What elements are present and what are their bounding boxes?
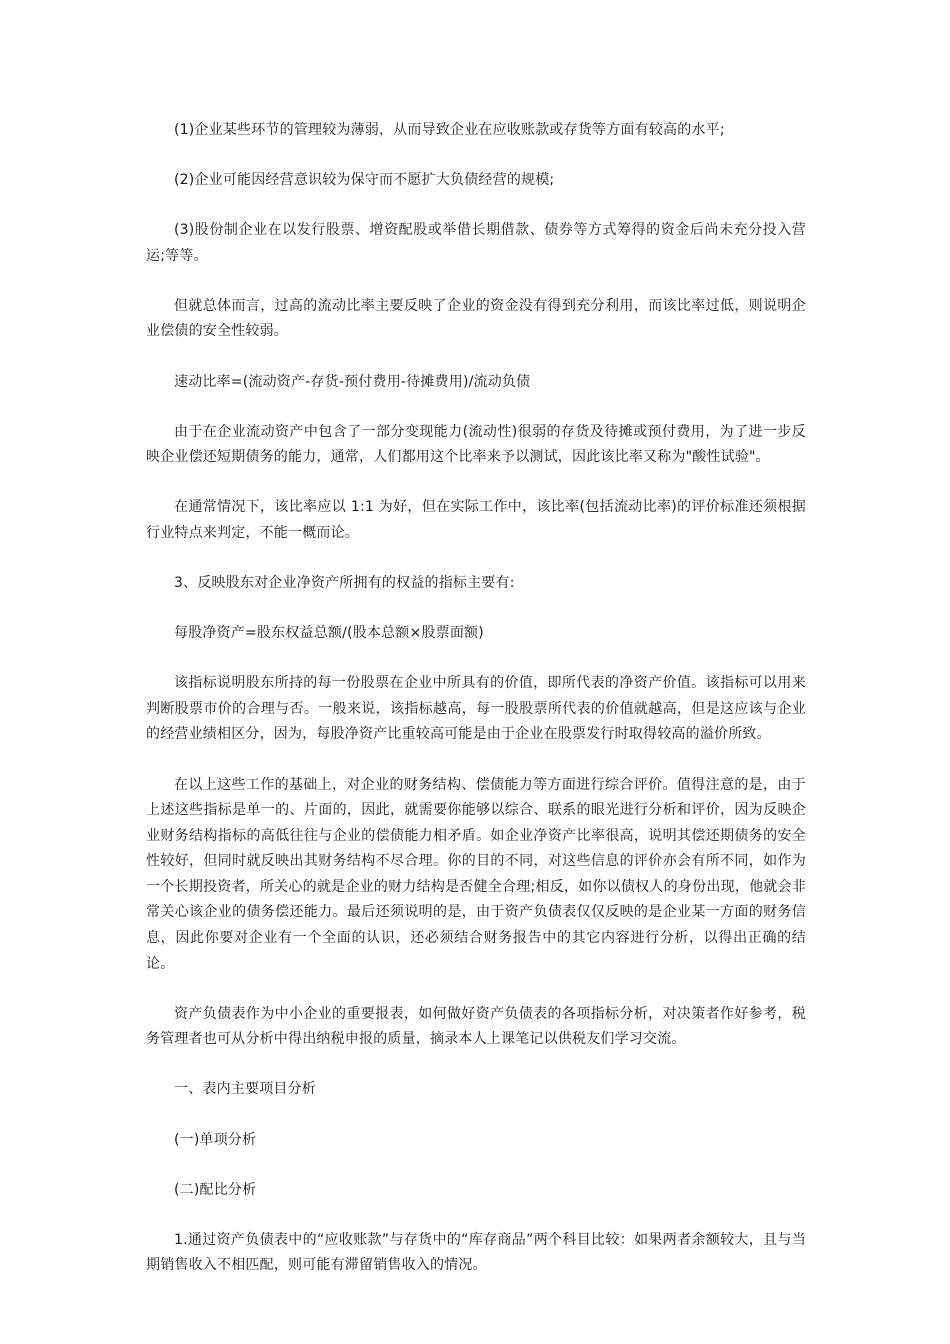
heading-single-analysis: (一)单项分析: [174, 1131, 257, 1148]
section-heading-3: 3、反映股东对企业净资产所拥有的权益的指标主要有:: [174, 575, 515, 592]
paragraph-1: (1)企业某些环节的管理较为薄弱，从而导致企业在应收账款或存货等方面有较高的水平;: [174, 122, 725, 138]
paragraph-4: 但就总体而言，过高的流动比率主要反映了企业的资金没有得到充分利用，而该比率过低，则说明企业偿债的安全性较弱。: [146, 297, 806, 340]
heading-ratio-analysis: (二)配比分析: [174, 1181, 257, 1198]
paragraph-2: (2)企业可能因经营意识较为保守而不愿扩大负债经营的规模;: [174, 172, 555, 189]
paragraph-10: 该指标说明股东所持的每一份股票在企业中所具有的价值，即所代表的净资产价值。该指标可以用来判断股票市价的合理与否。一般来说，该指标越高，每一股股票所代表的价值就越高，但是这应该与企业的经营业绩相区分，因为，每股净资产比重较高可能是由于企业在股票发行时取得较高的溢价所致。: [146, 675, 806, 743]
formula-quick-ratio: 速动比率=(流动资产-存货-预付费用-待摊费用)/流动负债: [174, 373, 531, 390]
heading-section-one: 一、表内主要项目分析: [174, 1081, 316, 1098]
document-body: [146, 118, 806, 1303]
paragraph-7: 在通常情况下，该比率应以 1:1 为好，但在实际工作中，该比率(包括流动比率)的评价标准还须根据行业特点来判定，不能一概而论。: [146, 499, 806, 541]
paragraph-3: (3)股份制企业在以发行股票、增资配股或举借长期借款、债券等方式筹得的资金后尚未充分投入营运;等等。: [146, 222, 806, 264]
paragraph-16: 1.通过资产负债表中的“应收账款”与存货中的“库存商品”两个科目比较：如果两者余额较大，且与当期销售收入不相匹配，则可能有滞留销售收入的情况。: [146, 1231, 806, 1274]
paragraph-11: 在以上这些工作的基础上，对企业的财务结构、偿债能力等方面进行综合评价。值得注意的是，由于上述这些指标是单一的、片面的，因此，就需要你能够以综合、联系的眼光进行分析和评价，因为反映企业财务结构指标的高低往往与企业的偿债能力相矛盾。如企业净资产比率很高，说明其偿还期债务的安全性较好，但同时就反映出其财务结构不尽合理。你的目的不同，对这些信息的评价亦会有所不同，如作为一个长期投资者，所关心的就是企业的财力结构是否健全合理;相反，如你以债权人的身份出现，他就会非常关心该企业的债务偿还能力。最后还须说明的是，由于资产负债表仅仅反映的是企业某一方面的财务信息，因此你要对企业有一个全面的认识，还必须结合财务报告中的其它内容进行分析，以得出正确的结论。: [146, 776, 806, 972]
paragraph-12: 资产负债表作为中小企业的重要报表，如何做好资产负债表的各项指标分析，对决策者作好参考，税务管理者也可从分析中得出纳税申报的质量，摘录本人上课笔记以供税友们学习交流。: [146, 1005, 806, 1048]
formula-net-assets-per-share: 每股净资产=股东权益总额/(股本总额×股票面额): [174, 625, 484, 642]
paragraph-6: 由于在企业流动资产中包含了一部分变现能力(流动性)很弱的存货及待摊或预付费用，为了进一步反映企业偿还短期债务的能力，通常，人们都用这个比率来予以测试，因此该比率又称为"酸性试验"。: [146, 423, 806, 466]
